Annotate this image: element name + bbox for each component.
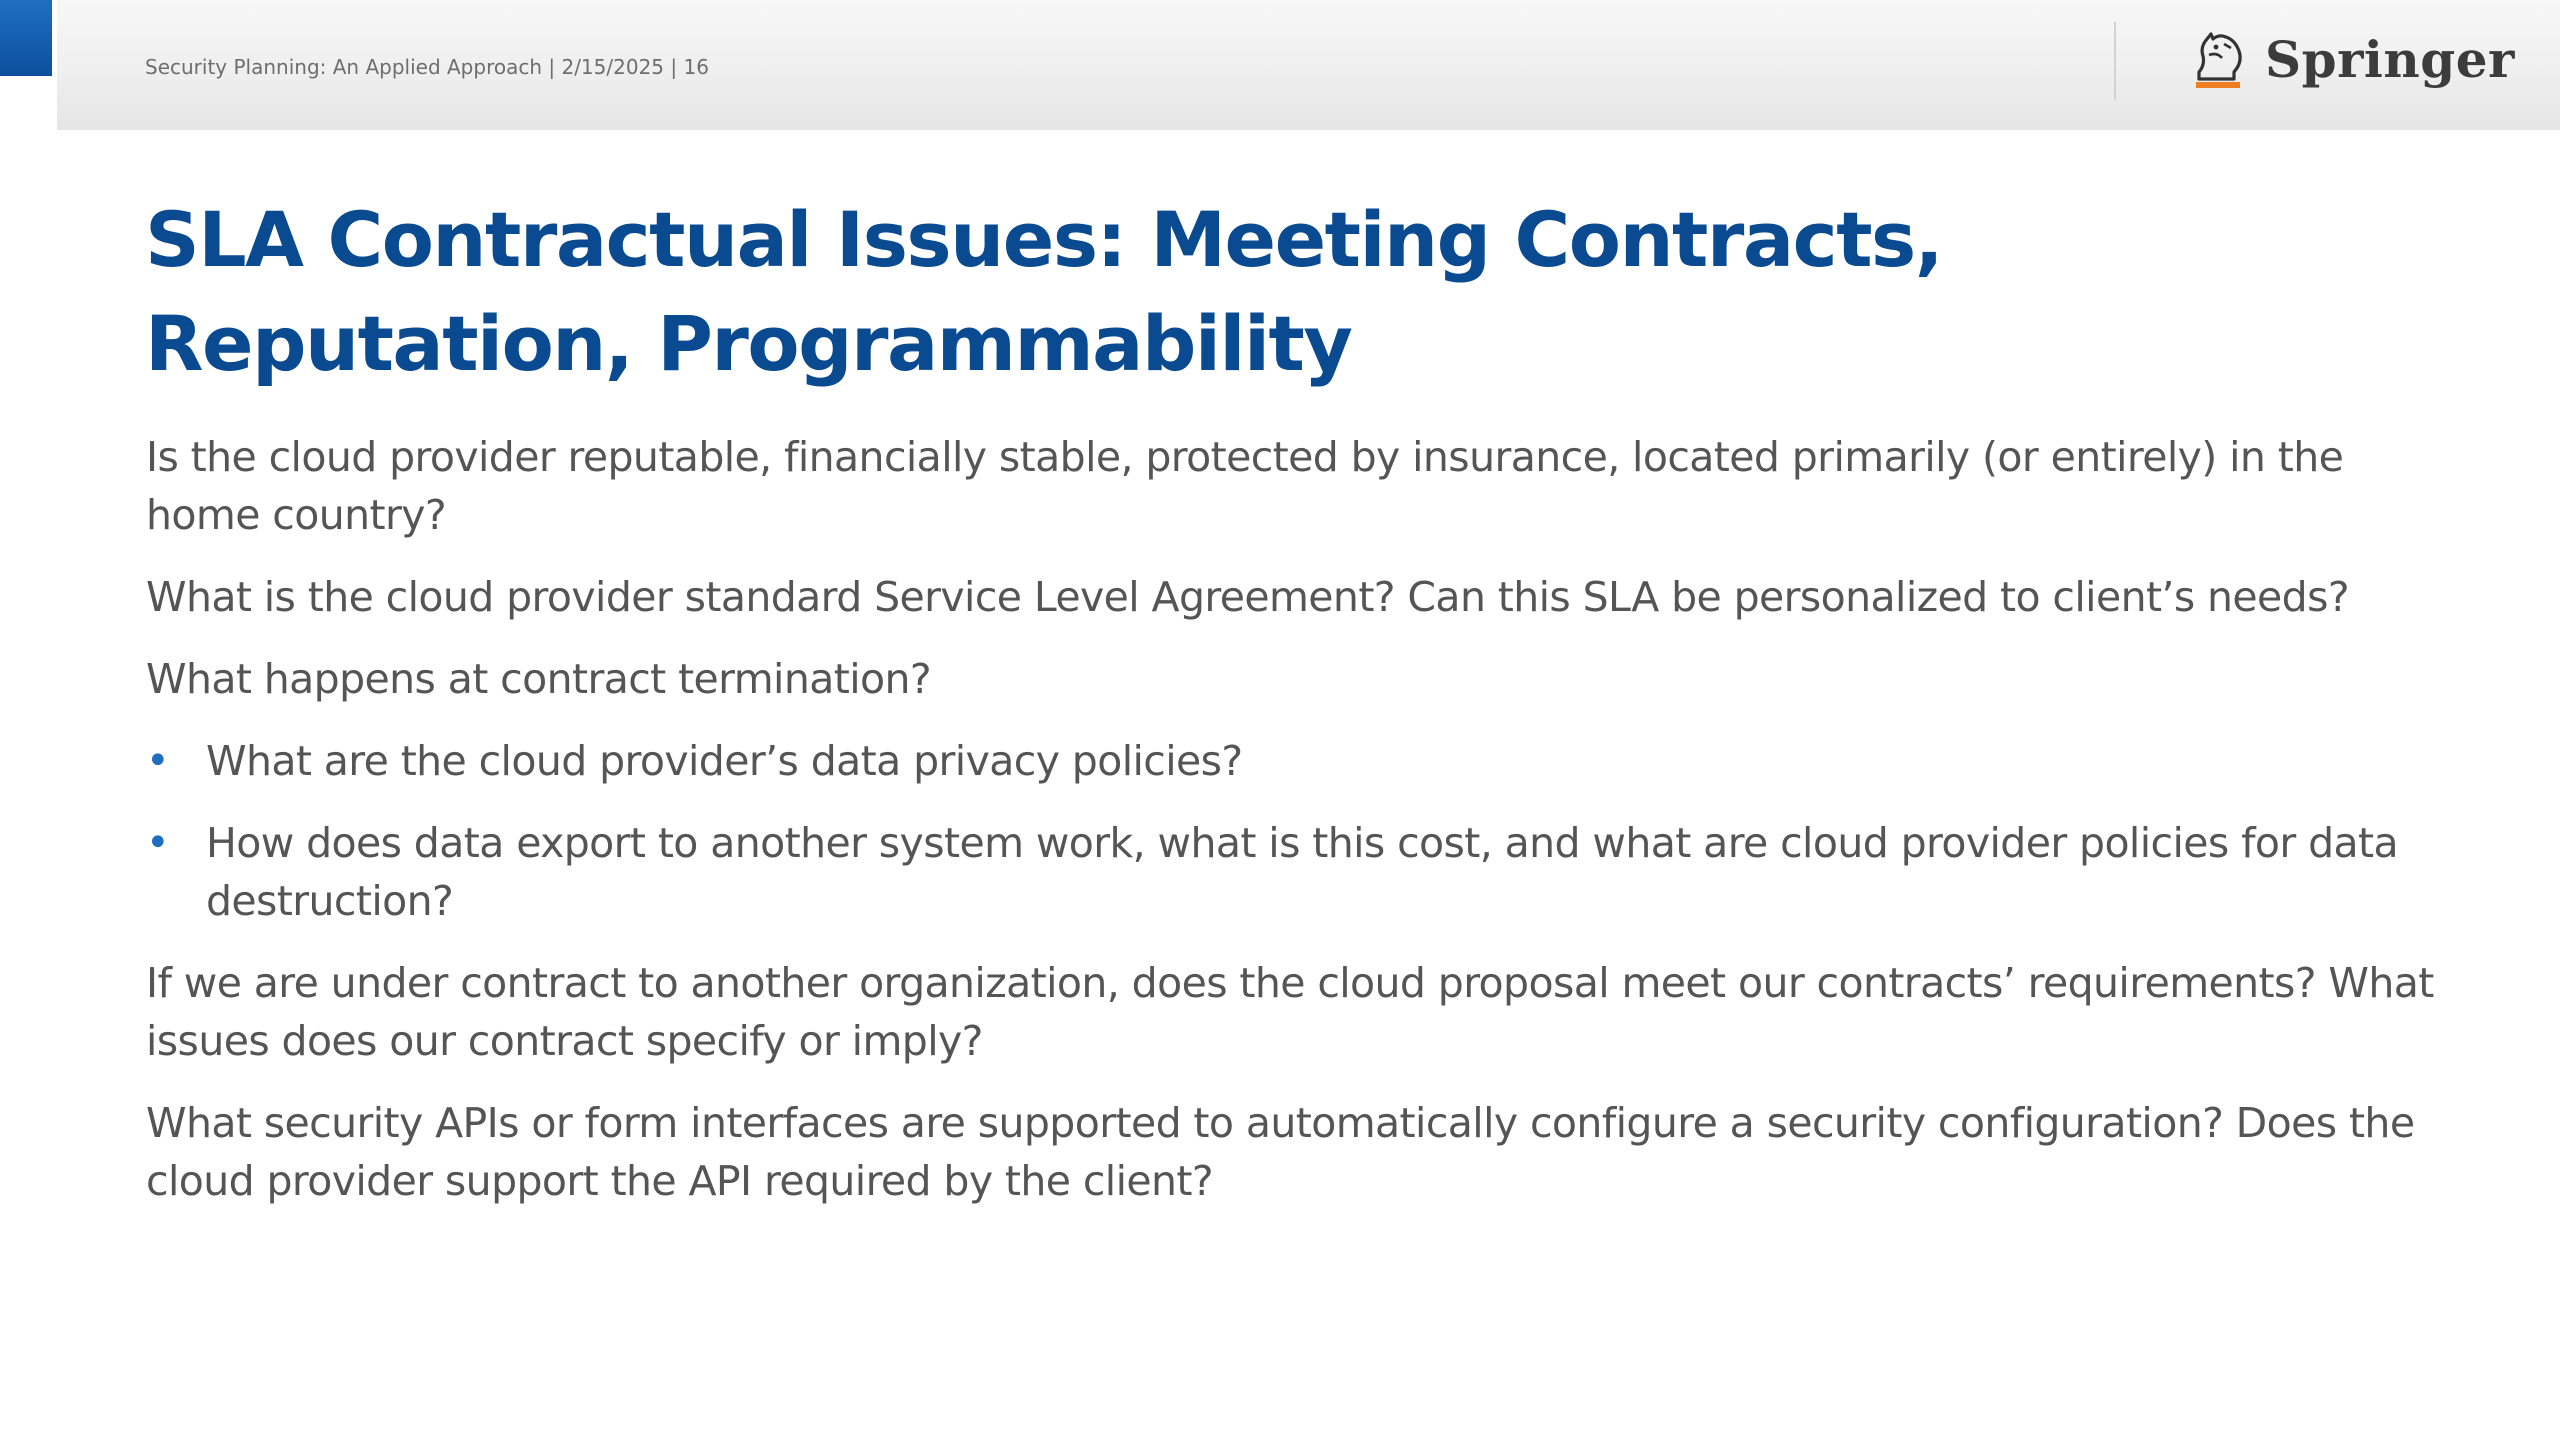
body-paragraph: If we are under contract to another organization, does the cloud proposal meet our contracts’ requirements? What issues does our contract specify or imply? — [146, 959, 2434, 1065]
bullet-item — [146, 814, 2436, 930]
corner-accent-block — [0, 0, 52, 76]
bullet-marker: • — [146, 820, 169, 866]
bullet-item — [146, 732, 2436, 790]
footer-caption: Security Planning: An Applied Approach | 2/15/2025 | 16 — [145, 55, 709, 79]
bullet-text: What are the cloud provider’s data privacy policies? — [206, 737, 1243, 785]
slide-body — [146, 428, 2436, 1234]
brand-name: Springer — [2265, 29, 2515, 89]
slide-header — [57, 0, 2560, 130]
body-paragraph: What happens at contract termination? — [146, 655, 932, 703]
body-paragraph: What security APIs or form interfaces are supported to automatically configure a security configuration? Does the cloud provider support the API required by the client? — [146, 1099, 2415, 1205]
bullet-marker: • — [146, 738, 169, 784]
slide-title: SLA Contractual Issues: Meeting Contracts, Reputation, Programmability — [145, 195, 1943, 388]
body-paragraph: Is the cloud provider reputable, financially stable, protected by insurance, located primarily (or entirely) in the home country? — [146, 433, 2344, 539]
springer-chess-knight-icon — [2185, 25, 2253, 93]
springer-logo — [2185, 24, 2515, 94]
bullet-text: How does data export to another system work, what is this cost, and what are cloud provider policies for data destruction? — [206, 819, 2399, 925]
header-divider — [2114, 22, 2116, 100]
body-paragraph: What is the cloud provider standard Service Level Agreement? Can this SLA be personalized to client’s needs? — [146, 573, 2350, 621]
